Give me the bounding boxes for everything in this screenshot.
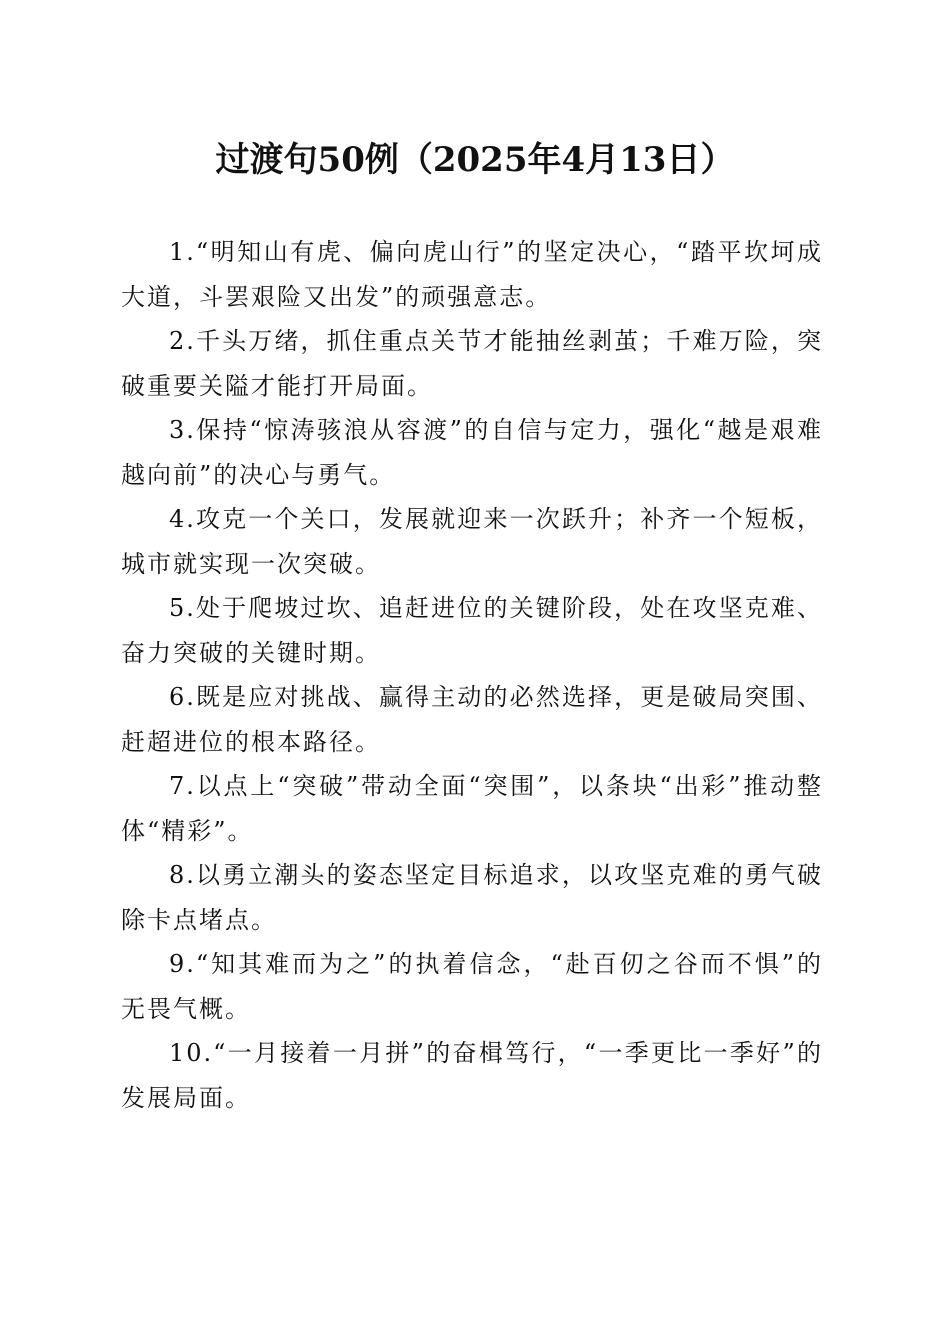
list-item: 10.“一月接着一月拼”的奋楫笃行，“一季更比一季好”的发展局面。 xyxy=(121,1039,823,1112)
list-item: 9.“知其难而为之”的执着信念，“赴百仞之谷而不惧”的无畏气概。 xyxy=(121,950,823,1023)
document-title: 过渡句50例（2025年4月13日） xyxy=(215,140,735,180)
list-item: 8.以勇立潮头的姿态坚定目标追求，以攻坚克难的勇气破除卡点堵点。 xyxy=(121,861,823,934)
list-item: 7.以点上“突破”带动全面“突围”，以条块“出彩”推动整体“精彩”。 xyxy=(121,772,823,845)
list-item: 5.处于爬坡过坎、追赶进位的关键阶段，处在攻坚克难、奋力突破的关键时期。 xyxy=(121,594,823,667)
list-item: 6.既是应对挑战、赢得主动的必然选择，更是破局突围、赶超进位的根本路径。 xyxy=(121,683,823,756)
list-item: 1.“明知山有虎、偏向虎山行”的坚定决心，“踏平坎坷成大道，斗罢艰险又出发”的顽强意志。 xyxy=(121,238,823,311)
list-item: 3.保持“惊涛骇浪从容渡”的自信与定力，强化“越是艰难越向前”的决心与勇气。 xyxy=(121,416,823,489)
transition-sentence-list xyxy=(121,230,823,1120)
list-item: 2.千头万绪，抓住重点关节才能抽丝剥茧；千难万险，突破重要关隘才能打开局面。 xyxy=(121,327,823,400)
list-item: 4.攻克一个关口，发展就迎来一次跃升；补齐一个短板，城市就实现一次突破。 xyxy=(121,505,823,578)
